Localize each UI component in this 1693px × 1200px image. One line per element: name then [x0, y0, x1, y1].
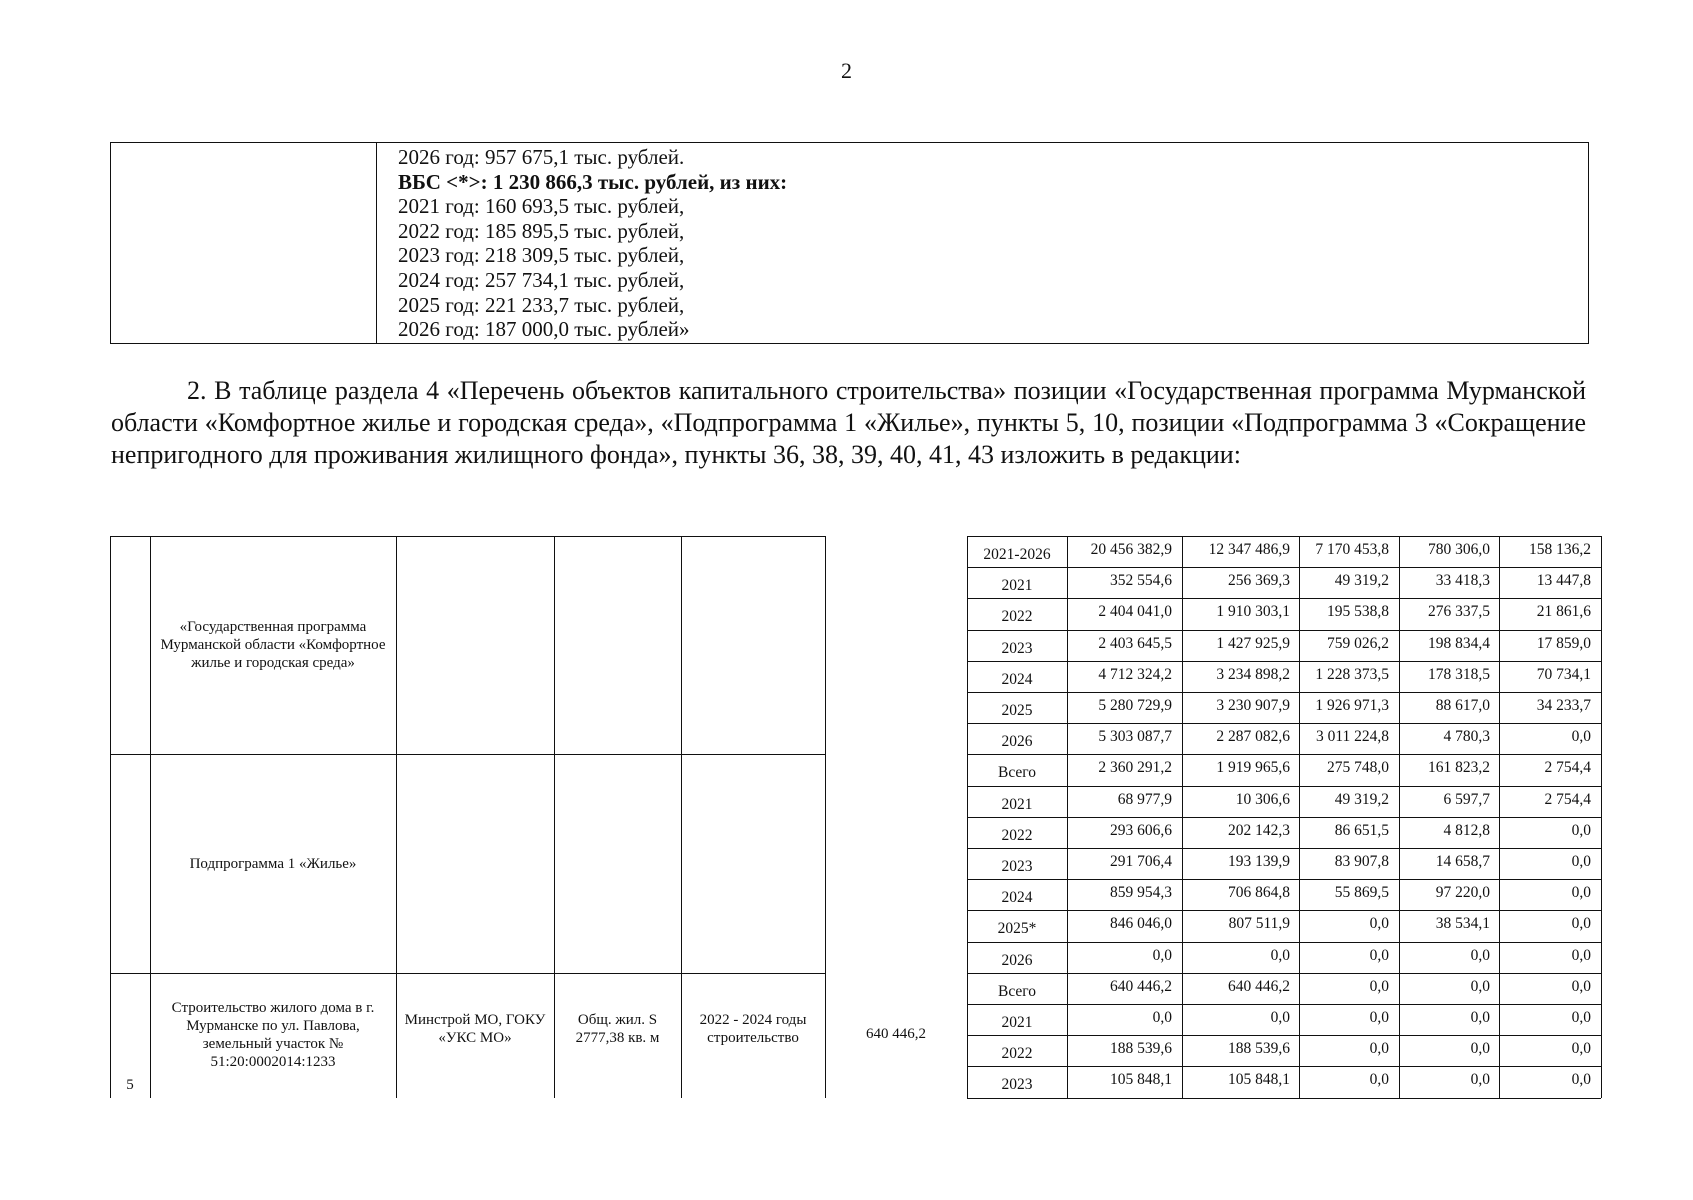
executor: Минстрой МО, ГОКУ «УКС МО» [404, 1012, 546, 1047]
estimated-cost: 640 446,2 [866, 1026, 926, 1043]
object-name: Подпрограмма 1 «Жилье» [189, 855, 357, 872]
grid-hline [967, 817, 1601, 818]
year-cell: 2024 [1001, 670, 1033, 688]
amount-cell: 5 303 087,7 [1098, 728, 1172, 746]
amount-cell: 158 136,2 [1529, 541, 1591, 558]
page-number: 2 [841, 58, 852, 83]
funding-line: 2023 год: 218 309,5 тыс. рублей, [398, 243, 685, 268]
amount-cell: 188 539,6 [1228, 1040, 1290, 1058]
year-cell: 2026 [1001, 951, 1033, 969]
amount-cell: 38 534,1 [1435, 915, 1490, 933]
amount-cell: 0,0 [1369, 1071, 1389, 1089]
year-cell: 2021 [1001, 577, 1033, 595]
amount-cell: 105 848,1 [1110, 1071, 1172, 1089]
grid-vline [110, 536, 111, 1098]
amount-cell: 275 748,0 [1327, 759, 1389, 777]
amount-cell: 188 539,6 [1110, 1040, 1172, 1058]
amount-cell: 4 780,3 [1443, 728, 1490, 746]
year-cell: 2023 [1001, 858, 1033, 875]
grid-hline [967, 786, 1601, 787]
amount-cell: 640 446,2 [1110, 977, 1172, 995]
amount-cell: 68 977,9 [1117, 790, 1172, 808]
amount-cell: 70 734,1 [1536, 665, 1591, 683]
amount-cell: 3 011 224,8 [1315, 728, 1389, 746]
year-cell: 2022 [1001, 1045, 1033, 1063]
amount-cell: 0,0 [1571, 1009, 1591, 1026]
amount-cell: 2 287 082,6 [1216, 728, 1290, 746]
amount-cell: 0,0 [1470, 1071, 1490, 1089]
year-cell: Всего [997, 764, 1036, 782]
funding-line: 2022 год: 185 895,5 тыс. рублей, [398, 218, 685, 243]
amount-cell: 0,0 [1369, 1009, 1389, 1026]
funding-lines [398, 145, 787, 342]
row-number: 5 [126, 1076, 134, 1093]
construction-period: 2022 - 2024 годы строительство [699, 1012, 807, 1047]
amount-cell: 0,0 [1369, 1040, 1389, 1058]
amount-cell: 0,0 [1470, 977, 1490, 995]
amount-cell: 0,0 [1470, 946, 1490, 964]
amount-cell: 0,0 [1571, 915, 1591, 933]
grid-hline [967, 692, 1601, 693]
amount-cell: 1 926 971,3 [1315, 697, 1389, 714]
table-divider [376, 143, 377, 343]
amount-cell: 178 318,5 [1428, 665, 1490, 683]
year-cell: Всего [997, 982, 1036, 1000]
amount-cell: 0,0 [1369, 977, 1389, 995]
grid-hline [967, 879, 1601, 880]
amount-cell: 256 369,3 [1228, 572, 1290, 590]
amount-cell: 86 651,5 [1334, 821, 1389, 839]
amount-cell: 3 230 907,9 [1216, 697, 1290, 714]
amount-cell: 846 046,0 [1110, 915, 1172, 933]
funding-line: 2024 год: 257 734,1 тыс. рублей, [398, 267, 685, 292]
object-name: «Государственная программа Мурманской области «Комфортное жилье и городская среда» [160, 619, 386, 672]
funding-line: 2021 год: 160 693,5 тыс. рублей, [398, 194, 685, 219]
funding-line: ВБС <*>: 1 230 866,3 тыс. рублей, из них: [398, 169, 788, 194]
amount-cell: 0,0 [1571, 946, 1591, 964]
year-cell: 2021 [1001, 795, 1033, 813]
amount-cell: 83 907,8 [1334, 853, 1389, 870]
amount-cell: 12 347 486,9 [1208, 541, 1290, 558]
grid-hline [967, 661, 1601, 662]
grid-hline [967, 630, 1601, 631]
amount-cell: 202 142,3 [1228, 821, 1290, 839]
amount-cell: 193 139,9 [1228, 853, 1290, 870]
amount-cell: 859 954,3 [1110, 884, 1172, 902]
amount-cell: 706 864,8 [1228, 884, 1290, 902]
amount-cell: 5 280 729,9 [1098, 697, 1172, 714]
year-cell: 2021 [1001, 1014, 1033, 1031]
amount-cell: 0,0 [1571, 853, 1591, 870]
amount-cell: 13 447,8 [1536, 572, 1591, 590]
grid-vline [1601, 536, 1602, 1098]
amount-cell: 0,0 [1270, 1009, 1290, 1026]
year-cell: 2025* [997, 920, 1037, 938]
object-name: Строительство жилого дома в г. Мурманске по ул. Павлова, земельный участок № 51:20:0002014:1233 [171, 1000, 375, 1071]
grid-hline [967, 1098, 1601, 1099]
amount-cell: 759 026,2 [1327, 634, 1389, 652]
amount-cell: 1 427 925,9 [1216, 634, 1290, 652]
grid-hline [967, 567, 1601, 568]
grid-hline [967, 723, 1601, 724]
block-separator [110, 973, 825, 974]
funding-line: 2025 год: 221 233,7 тыс. рублей, [398, 292, 685, 317]
year-cell: 2023 [1001, 639, 1033, 657]
amount-cell: 780 306,0 [1428, 541, 1490, 558]
amount-cell: 2 754,4 [1544, 790, 1591, 808]
amount-cell: 20 456 382,9 [1090, 541, 1172, 558]
amount-cell: 1 919 965,6 [1216, 759, 1290, 777]
amount-cell: 293 606,6 [1110, 821, 1172, 839]
amount-cell: 291 706,4 [1110, 853, 1172, 870]
amount-cell: 21 861,6 [1536, 603, 1591, 621]
amount-cell: 3 234 898,2 [1216, 665, 1290, 683]
grid-hline [967, 536, 1601, 537]
amount-cell: 276 337,5 [1428, 603, 1490, 621]
amount-cell: 195 538,8 [1327, 603, 1389, 621]
year-cell: 2021-2026 [983, 546, 1051, 563]
amount-cell: 17 859,0 [1536, 634, 1591, 652]
grid-vline [681, 536, 682, 1098]
amount-cell: 4 712 324,2 [1098, 665, 1172, 683]
amount-cell: 161 823,2 [1428, 759, 1490, 777]
amount-cell: 807 511,9 [1228, 915, 1290, 933]
amount-cell: 2 403 645,5 [1098, 634, 1172, 652]
grid-vline [554, 536, 555, 1098]
grid-vline [396, 536, 397, 1098]
amount-cell: 0,0 [1571, 1040, 1591, 1058]
grid-hline [967, 973, 1601, 974]
year-cell: 2023 [1001, 1076, 1033, 1094]
amount-cell: 0,0 [1369, 946, 1389, 964]
amount-cell: 0,0 [1152, 1009, 1172, 1026]
grid-hline [110, 536, 825, 537]
amount-cell: 0,0 [1470, 1009, 1490, 1026]
grid-hline [967, 942, 1601, 943]
amount-cell: 49 319,2 [1334, 790, 1389, 808]
amount-cell: 34 233,7 [1536, 697, 1591, 714]
funding-line: 2026 год: 187 000,0 тыс. рублей» [398, 317, 690, 342]
amount-cell: 0,0 [1571, 884, 1591, 902]
year-cell: 2025 [1001, 702, 1033, 719]
amount-cell: 33 418,3 [1435, 572, 1490, 590]
amount-cell: 0,0 [1470, 1040, 1490, 1058]
grid-hline [967, 598, 1601, 599]
amount-cell: 352 554,6 [1110, 572, 1172, 590]
amount-cell: 105 848,1 [1228, 1071, 1290, 1089]
amount-cell: 640 446,2 [1228, 977, 1290, 995]
amount-cell: 1 228 373,5 [1315, 665, 1389, 683]
amount-cell: 97 220,0 [1435, 884, 1490, 902]
amount-cell: 2 360 291,2 [1098, 759, 1172, 777]
year-cell: 2026 [1001, 733, 1033, 751]
amount-cell: 14 658,7 [1435, 853, 1490, 870]
year-cell: 2022 [1001, 608, 1033, 626]
grid-hline [967, 1004, 1601, 1005]
amount-cell: 2 754,4 [1544, 759, 1591, 777]
funding-line: 2026 год: 957 675,1 тыс. рублей. [398, 145, 685, 169]
block-separator [110, 754, 825, 755]
amount-cell: 198 834,4 [1428, 634, 1490, 652]
amount-cell: 0,0 [1270, 946, 1290, 964]
capacity: Общ. жил. S 2777,38 кв. м [575, 1012, 660, 1047]
grid-hline [967, 848, 1601, 849]
amount-cell: 1 910 303,1 [1216, 603, 1290, 621]
amount-cell: 7 170 453,8 [1315, 541, 1389, 558]
amount-cell: 2 404 041,0 [1098, 603, 1172, 621]
funding-continuation-table [110, 142, 1589, 344]
capital-construction-table [110, 536, 1603, 1104]
amount-cell: 0,0 [1571, 728, 1591, 746]
amount-cell: 4 812,8 [1443, 821, 1490, 839]
amount-cell: 88 617,0 [1435, 697, 1490, 714]
amount-cell: 0,0 [1571, 821, 1591, 839]
grid-hline [967, 1066, 1601, 1067]
grid-vline [825, 536, 826, 1098]
grid-hline [967, 754, 1601, 755]
amount-cell: 55 869,5 [1334, 884, 1389, 902]
amount-cell: 10 306,6 [1235, 790, 1290, 808]
grid-hline [967, 910, 1601, 911]
amount-cell: 6 597,7 [1443, 790, 1490, 808]
amount-cell: 0,0 [1369, 915, 1389, 933]
amendment-paragraph: 2. В таблице раздела 4 «Перечень объектов капитального строительства» позиции «Государственная программа Мурманской области «Комфортное жилье и городская среда», «Подпрограмма 1 «Жилье», пункты 5, 10, позиции «Подпрограмма 3 «Сокращение непригодного для проживания жилищного фонда», пункты 36, 38, 39, 40, 41, 43 изложить в редакции: [111, 376, 1586, 469]
year-cell: 2024 [1001, 889, 1033, 907]
amount-cell: 0,0 [1152, 946, 1172, 964]
amount-cell: 0,0 [1571, 1071, 1591, 1089]
grid-vline [150, 536, 151, 1098]
amount-cell: 0,0 [1571, 977, 1591, 995]
amount-cell: 49 319,2 [1334, 572, 1389, 590]
year-cell: 2022 [1001, 826, 1033, 844]
grid-hline [967, 1035, 1601, 1036]
